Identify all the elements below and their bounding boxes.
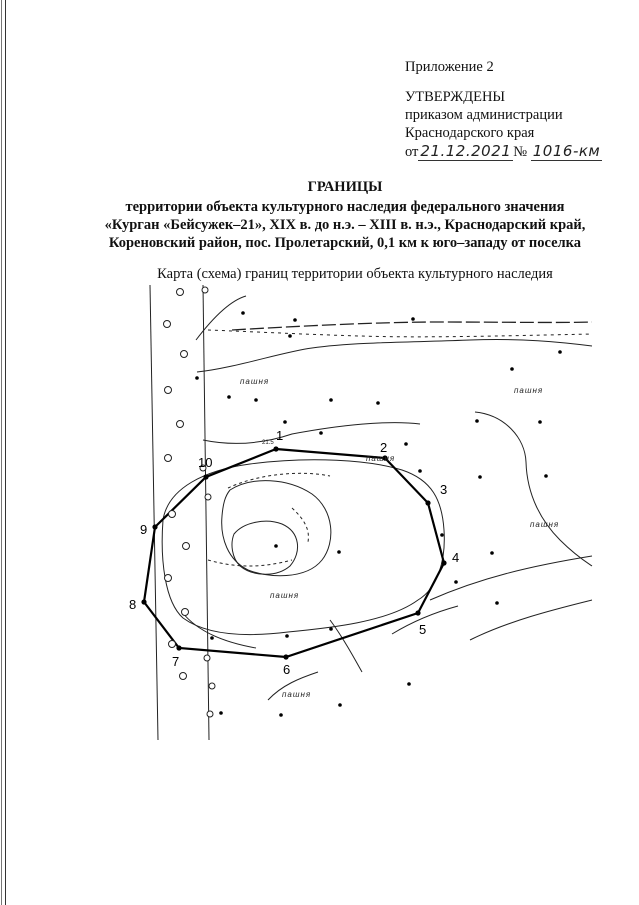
survey-point — [454, 580, 458, 584]
survey-point — [195, 376, 199, 380]
title-line-2: «Курган «Бейсужек–21», XIX в. до н.э. – XIII в. н.э., Краснодарский край, — [104, 217, 586, 233]
road-marker-circle — [181, 351, 188, 358]
road-edge-line — [203, 285, 209, 740]
survey-point — [241, 311, 245, 315]
road-marker-circle — [165, 455, 172, 462]
mound-outline — [162, 460, 444, 635]
vertex-label-4: 4 — [452, 550, 460, 565]
road-markers — [164, 287, 216, 717]
survey-point — [338, 703, 342, 707]
survey-point — [538, 420, 542, 424]
road-marker-circle — [204, 655, 210, 661]
dashed-contour-line — [232, 322, 592, 330]
field-label: пашня — [530, 520, 560, 529]
survey-point — [293, 318, 297, 322]
vertex-label-5: 5 — [419, 622, 427, 637]
date-prefix: от — [405, 144, 419, 160]
vertex-3 — [425, 500, 430, 505]
survey-point — [227, 395, 231, 399]
survey-point — [490, 551, 494, 555]
road-marker-circle — [207, 711, 213, 717]
annex-label: Приложение 2 — [405, 59, 494, 75]
road-marker-circle — [169, 511, 176, 518]
survey-point — [329, 398, 333, 402]
vertex-label-9: 9 — [140, 522, 148, 537]
field-label: пашня — [270, 591, 300, 600]
vertex-label-2: 2 — [380, 440, 388, 455]
road-marker-circle — [177, 421, 184, 428]
field-label: пашня — [514, 386, 544, 395]
survey-point — [544, 474, 548, 478]
region-label: Краснодарского края — [405, 125, 535, 141]
vertex-label-8: 8 — [129, 597, 137, 612]
road-marker-circle — [180, 673, 187, 680]
survey-point — [404, 442, 408, 446]
survey-point — [411, 317, 415, 321]
survey-point — [337, 550, 341, 554]
road-marker-circle — [209, 683, 215, 689]
survey-point — [475, 419, 479, 423]
survey-point — [407, 682, 411, 686]
survey-point — [376, 401, 380, 405]
dashed-contour-line — [292, 508, 308, 542]
title-line-1: территории объекта культурного наследия федерального значения — [125, 199, 565, 215]
road-marker-circle — [165, 575, 172, 582]
road-marker-circle — [202, 287, 208, 293]
vertex-5 — [415, 610, 420, 615]
road-edge-line — [150, 285, 158, 740]
map-caption: Карта (схема) границ территории объекта культурного наследия — [157, 266, 553, 282]
handwritten-number: 1016-км — [532, 142, 601, 160]
vertex-4 — [441, 560, 446, 565]
dashed-contour-line — [208, 560, 292, 566]
survey-point — [478, 475, 482, 479]
road-marker-circle — [183, 543, 190, 550]
vertex-8 — [141, 599, 146, 604]
contour-line — [182, 612, 256, 648]
dashed-contour-line — [208, 330, 592, 337]
order-label: приказом администрации — [405, 107, 563, 123]
vertex-10 — [203, 474, 208, 479]
vertex-6 — [283, 654, 288, 659]
boundary-vertices — [141, 446, 446, 659]
number-prefix: № — [513, 144, 528, 160]
survey-point — [274, 544, 278, 548]
vertex-7 — [176, 645, 181, 650]
vertex-label-10: 10 — [198, 455, 213, 470]
dashed-contour-line — [228, 473, 330, 488]
survey-point — [510, 367, 514, 371]
vertex-1 — [273, 446, 278, 451]
survey-points — [195, 311, 562, 717]
survey-point — [440, 533, 444, 537]
survey-point — [418, 469, 422, 473]
approved-label: УТВЕРЖДЕНЫ — [405, 89, 506, 105]
vertex-9 — [152, 524, 157, 529]
vertex-label-1: 1 — [276, 428, 284, 443]
title-heading: ГРАНИЦЫ — [307, 179, 383, 195]
survey-point — [283, 420, 287, 424]
survey-point — [319, 431, 323, 435]
mound-outline — [222, 481, 331, 576]
survey-point — [254, 398, 258, 402]
field-label: пашня — [282, 690, 312, 699]
contour-line — [475, 412, 592, 566]
vertex-label-7: 7 — [172, 654, 180, 669]
contour-line — [330, 620, 362, 672]
survey-point — [495, 601, 499, 605]
road-marker-circle — [205, 494, 211, 500]
survey-point — [558, 350, 562, 354]
vertex-label-3: 3 — [440, 482, 448, 497]
road-marker-circle — [165, 387, 172, 394]
elevation-label: 21.5 — [262, 440, 274, 446]
vertex-label-6: 6 — [283, 662, 291, 677]
survey-point — [285, 634, 289, 638]
road-marker-circle — [164, 321, 171, 328]
road-marker-circle — [182, 609, 189, 616]
survey-point — [329, 627, 333, 631]
contour-line — [470, 600, 592, 640]
handwritten-date: 21.12.2021 — [420, 142, 512, 160]
road-marker-circle — [177, 289, 184, 296]
field-label: пашня — [240, 377, 270, 386]
survey-point — [219, 711, 223, 715]
road-marker-circle — [169, 641, 176, 648]
contour-line — [203, 423, 420, 444]
survey-point — [210, 636, 214, 640]
survey-point — [288, 334, 292, 338]
contour-line — [197, 339, 592, 372]
boundary-polygon — [144, 449, 444, 657]
title-line-3: Кореновский район, пос. Пролетарский, 0,1 км к юго–западу от поселка — [108, 235, 582, 251]
field-label: пашня — [366, 454, 396, 463]
survey-point — [279, 713, 283, 717]
